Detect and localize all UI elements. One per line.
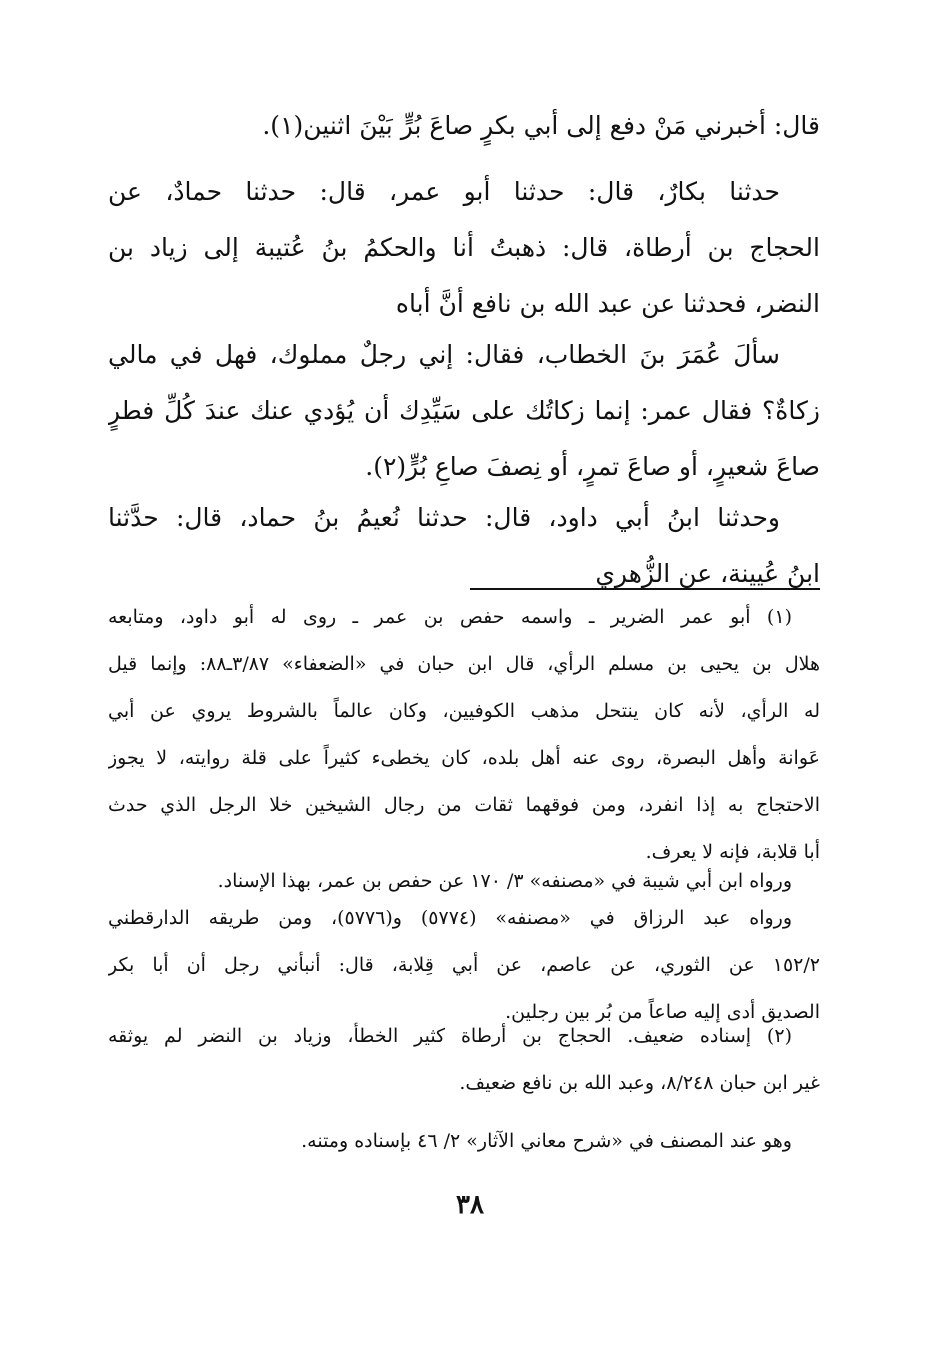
footnote-line: ورواه ابن أبي شيبة في «مصنفه» ٣/ ١٧٠ عن حفص بن عمر، بهذا الإسناد. xyxy=(217,870,792,892)
footnote-line: غير ابن حبان ٨/٢٤٨، وعبد الله بن نافع ضعيف. xyxy=(459,1072,820,1094)
footnote-line: عَوانة وأهل البصرة، روى عنه أهل بلده، كان يخطىء كثيراً على قلة روايته، لا يجوز xyxy=(108,747,820,769)
text-line: صاعَ شعيرٍ، أو صاعَ تمرٍ، أو نِصفَ صاعِ بُرٍّ(٢). xyxy=(365,452,820,481)
footnote-2-source xyxy=(108,1118,820,1165)
footnote-line: (٢) إسناده ضعيف. الحجاج بن أرطاة كثير الخطأ، وزياد بن النضر لم يوثقه xyxy=(108,1025,792,1047)
footnote-line: (١) أبو عمر الضرير ـ واسمه حفص بن عمر ـ روى له أبو داود، ومتابعه xyxy=(108,606,792,628)
footnote-line: أبا قلابة، فإنه لا يعرف. xyxy=(645,841,820,863)
paragraph-3 xyxy=(108,327,820,495)
footnote-2 xyxy=(108,1013,820,1107)
page-number: ٣٨ xyxy=(456,1190,484,1220)
paragraph-4 xyxy=(108,490,820,602)
footnote-line: الصديق أدى إليه صاعاً من بُر بين رجلين. xyxy=(505,1001,820,1023)
text-line: الحجاج بن أرطاة، قال: ذهبتُ أنا والحكمُ بنُ عُتيبة إلى زياد بن xyxy=(108,233,820,262)
text-line: قال: أخبرني مَنْ دفع إلى أبي بكرٍ صاعَ بُرٍّ بَيْنَ اثنين(١). xyxy=(262,111,820,140)
text-line: سألَ عُمَرَ بنَ الخطاب، فقال: إني رجلٌ مملوك، فهل في مالي xyxy=(108,340,780,369)
text-line: النضر، فحدثنا عن عبد الله بن نافع أنَّ أباه xyxy=(395,289,820,318)
text-line: ابنُ عُيينة، عن الزُّهري xyxy=(595,559,820,588)
footnote-line: وهو عند المصنف في «شرح معاني الآثار» ٢/ ٤٦ بإسناده ومتنه. xyxy=(301,1130,792,1152)
footnote-line: له الرأي، لأنه كان ينتحل مذهب الكوفيين، وكان عالماً بالشروط يروي عن أبي xyxy=(108,700,820,722)
footnote-separator xyxy=(470,588,820,590)
footnote-line: الاحتجاج به إذا انفرد، ومن فوقهما ثقات من رجال الشيخين خلا الرجل الذي حدث xyxy=(108,794,820,816)
text-line: حدثنا بكارٌ، قال: حدثنا أبو عمر، قال: حدثنا حمادٌ، عن xyxy=(108,177,780,206)
footnote-1 xyxy=(108,594,820,876)
text-line: وحدثنا ابنُ أبي داود، قال: حدثنا نُعيمُ بنُ حماد، قال: حدَّثنا xyxy=(108,503,780,532)
paragraph-1 xyxy=(108,98,820,154)
footnote-line: ١٥٢/٢ عن الثوري، عن عاصم، عن أبي قِلابة، قال: أنبأني رجل أن أبا بكر xyxy=(108,954,820,976)
text-line: زكاةٌ؟ فقال عمر: إنما زكاتُك على سَيِّدِك أن يُؤدي عنك عندَ كُلِّ فطرٍ xyxy=(108,396,820,425)
footnote-line: ورواه عبد الرزاق في «مصنفه» (٥٧٧٤) و(٥٧٧٦)، ومن طريقه الدارقطني xyxy=(108,907,792,929)
paragraph-2 xyxy=(108,164,820,332)
footnote-line: هلال بن يحيى بن مسلم الرأي، قال ابن حبان في «الضعفاء» ٣/٨٧ـ٨٨: وإنما قيل xyxy=(108,653,820,675)
